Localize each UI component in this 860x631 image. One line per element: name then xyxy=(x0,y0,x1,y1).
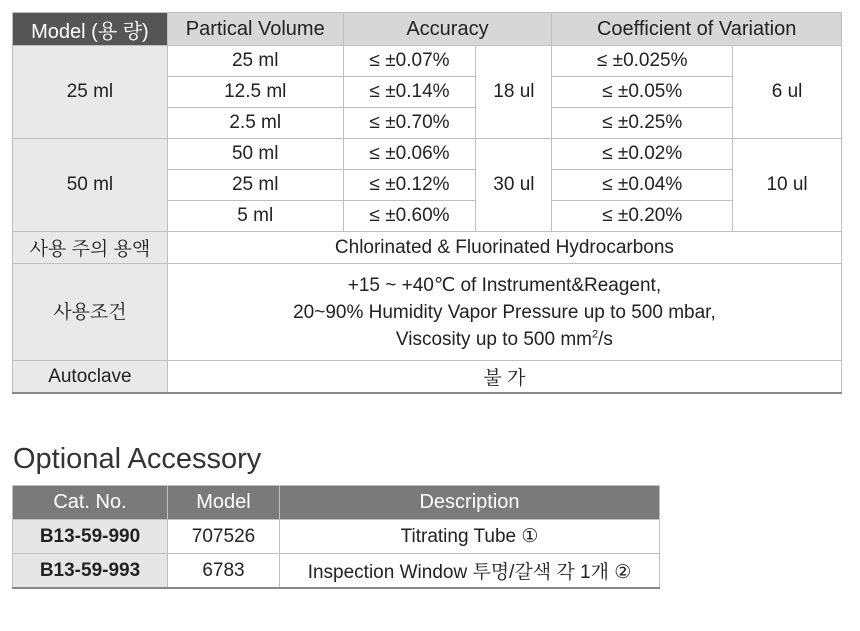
cat-no-cell: B13-59-993 xyxy=(13,554,168,589)
accuracy-cell: ≤ ±0.70% xyxy=(343,108,476,139)
header-accuracy: Accuracy xyxy=(343,13,552,46)
accuracy-cell: ≤ ±0.07% xyxy=(343,46,476,77)
accessory-header-row xyxy=(13,486,660,520)
volume-cell: 5 ml xyxy=(167,201,343,232)
cv-cell: ≤ ±0.25% xyxy=(552,108,733,139)
header-description: Description xyxy=(280,486,660,520)
spec-row xyxy=(13,46,842,77)
conditions-sup: 2 xyxy=(592,328,599,341)
model-cell: 25 ml xyxy=(13,46,168,139)
solvent-row xyxy=(13,232,842,264)
conditions-value xyxy=(167,264,841,361)
description-cell: Titrating Tube ① xyxy=(280,520,660,554)
spec-header-row xyxy=(13,13,842,46)
header-model: Model (용 량) xyxy=(13,13,168,46)
accuracy-cell: ≤ ±0.60% xyxy=(343,201,476,232)
conditions-line-1: +15 ~ +40℃ of Instrument&Reagent, xyxy=(347,274,662,296)
accuracy-abs-cell: 18 ul xyxy=(476,46,552,139)
conditions-label: 사용조건 xyxy=(13,264,168,361)
accuracy-abs-cell: 30 ul xyxy=(476,139,552,232)
accessory-row xyxy=(13,554,660,589)
accessory-table xyxy=(12,485,660,589)
autoclave-row xyxy=(13,361,842,394)
autoclave-value: 불 가 xyxy=(167,361,841,394)
cv-abs-cell: 10 ul xyxy=(733,139,842,232)
cv-cell: ≤ ±0.20% xyxy=(552,201,733,232)
autoclave-label: Autoclave xyxy=(13,361,168,394)
header-model-no: Model xyxy=(168,486,280,520)
cv-abs-cell: 6 ul xyxy=(733,46,842,139)
description-cell: Inspection Window 투명/갈색 각 1개 ② xyxy=(280,554,660,589)
model-cell: 50 ml xyxy=(13,139,168,232)
solvent-label: 사용 주의 용액 xyxy=(13,232,168,264)
spec-table xyxy=(12,12,842,394)
accuracy-cell: ≤ ±0.12% xyxy=(343,170,476,201)
cv-cell: ≤ ±0.04% xyxy=(552,170,733,201)
model-no-cell: 6783 xyxy=(168,554,280,589)
cat-no-cell: B13-59-990 xyxy=(13,520,168,554)
volume-cell: 25 ml xyxy=(167,46,343,77)
model-no-cell: 707526 xyxy=(168,520,280,554)
volume-cell: 12.5 ml xyxy=(167,77,343,108)
solvent-value: Chlorinated & Fluorinated Hydrocarbons xyxy=(167,232,841,264)
conditions-line-2: 20~90% Humidity Vapor Pressure up to 500 mbar, xyxy=(293,301,716,323)
spec-row xyxy=(13,139,842,170)
header-partial-volume: Partical Volume xyxy=(167,13,343,46)
accuracy-cell: ≤ ±0.14% xyxy=(343,77,476,108)
conditions-line-3 xyxy=(168,326,841,353)
cv-cell: ≤ ±0.025% xyxy=(552,46,733,77)
volume-cell: 25 ml xyxy=(167,170,343,201)
cv-cell: ≤ ±0.02% xyxy=(552,139,733,170)
header-cat-no: Cat. No. xyxy=(13,486,168,520)
conditions-line-3-text: Viscosity up to 500 mm xyxy=(395,328,592,350)
header-cv: Coefficient of Variation xyxy=(552,13,842,46)
accessory-row xyxy=(13,520,660,554)
conditions-row xyxy=(13,264,842,361)
volume-cell: 2.5 ml xyxy=(167,108,343,139)
cv-cell: ≤ ±0.05% xyxy=(552,77,733,108)
conditions-line-3-end: /s xyxy=(598,328,613,350)
accessory-title: Optional Accessory xyxy=(13,443,262,475)
volume-cell: 50 ml xyxy=(167,139,343,170)
accuracy-cell: ≤ ±0.06% xyxy=(343,139,476,170)
